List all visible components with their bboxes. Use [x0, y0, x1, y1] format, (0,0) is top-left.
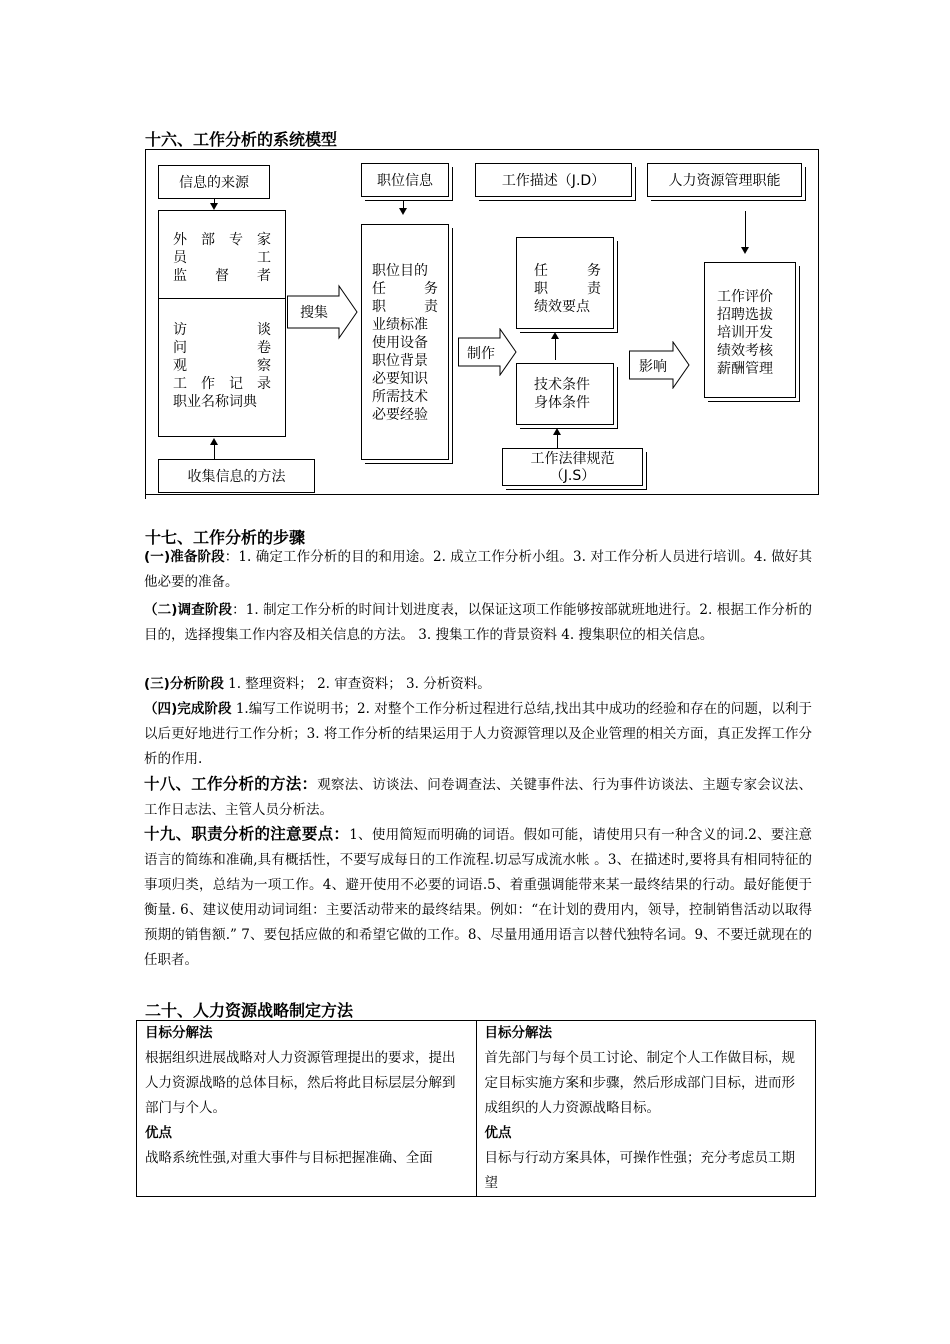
method-item: 职业名称词典 — [173, 394, 257, 410]
jd-items-list — [534, 262, 601, 316]
section-17-title: 十七、工作分析的步骤 — [145, 528, 306, 547]
arrow-down-icon — [210, 203, 218, 210]
methods-list — [173, 321, 271, 411]
sources-methods-box — [158, 210, 286, 437]
method-item: 访 谈 — [173, 322, 271, 338]
position-items-box — [361, 224, 449, 460]
step-investigation: （二)调查阶段：1. 制定工作分析的时间计划进度表，以保证这项工作能够按部就班地进行。2. 根据工作分析的目的，选择搜集工作内容及相关信息的方法。 3. 搜集工作的背景资料 4. 搜集职位的相关信息。 — [144, 602, 813, 643]
step-preparation: (一)准备阶段：1. 确定工作分析的目的和用途。2. 成立工作分析小组。3. 对工作分析人员进行培训。4. 做好其他必要的准备。 — [144, 549, 813, 590]
position-info-box: 职位信息 — [361, 163, 449, 197]
jd-item: 职 责 — [534, 281, 601, 297]
section-16-title: 十六、工作分析的系统模型 — [145, 130, 338, 149]
hr-items-box — [704, 262, 796, 398]
source-item: 监 督 者 — [173, 268, 271, 284]
section-20-title: 二十、人力资源战略制定方法 — [145, 1001, 354, 1020]
collect-methods-box: 收集信息的方法 — [158, 459, 315, 493]
make-arrow-label: 制作 — [467, 346, 495, 362]
js-items-list — [534, 376, 590, 412]
influence-arrow-label: 影响 — [639, 359, 667, 375]
position-item: 必要知识 — [372, 371, 428, 387]
info-source-box: 信息的来源 — [158, 165, 270, 199]
section-19: 十九、职责分析的注意要点：1、使用简短而明确的词语。假如可能，请使用只有一种含义的词.2、要注意语言的简练和准确,具有概括性，不要写成每日的工作流程.切忌写成流水帐 。3、在描述时,要将具有相同特征的事项归类，总结为一项工作。4、避开使用不必要的词语.5、着重强调能带来某一最终结果的行动。最好能便于衡量. 6、建议使用动词词组：主要活动带来的最终结果。例如：“在计划的费用内，领导，控制销售活动以取得预期的销售额.” 7、要包括应做的和希望它做的工作。8、尽量用通用语言以替代独特名词。9、不要迁就现在的任职者。 — [144, 825, 812, 968]
position-item: 所需技术 — [372, 389, 428, 405]
js-label: 工作法律规范 — [530, 451, 615, 467]
hr-item: 绩效考核 — [717, 343, 773, 359]
jd-items-box — [516, 237, 614, 329]
method-item: 工 作 记 录 — [173, 376, 271, 392]
js-item: 身体条件 — [534, 395, 590, 411]
method-item: 问 卷 — [173, 340, 271, 356]
jd-item: 任 务 — [534, 263, 601, 279]
position-item: 业绩标准 — [372, 317, 428, 333]
position-item: 职位目的 — [372, 263, 428, 279]
position-item: 职 责 — [372, 299, 438, 315]
js-items-box — [516, 363, 614, 425]
js-item: 技术条件 — [534, 377, 590, 393]
source-item: 外 部 专 家 — [173, 232, 271, 248]
job-specification-box — [502, 448, 643, 486]
position-item: 使用设备 — [372, 335, 428, 351]
table-cell-left: 目标分解法 根据组织进展战略对人力资源管理提出的要求，提出人力资源战略的总体目标，然后将此目标层层分解到部门与个人。 优点 战略系统性强,对重大事件与目标把握准确、全面 — [137, 1021, 477, 1197]
js-abbr: （J.S） — [549, 468, 596, 484]
position-item: 必要经验 — [372, 407, 428, 423]
section-19-title: 十九、职责分析的注意要点： — [144, 825, 350, 843]
job-description-box: 工作描述（J.D） — [475, 163, 632, 197]
hr-items-list — [717, 288, 773, 378]
jd-item: 绩效要点 — [534, 299, 590, 315]
sources-list — [173, 231, 271, 285]
step-analysis: (三)分析阶段 1. 整理资料； 2. 审查资料； 3. 分析资料。 — [144, 676, 491, 692]
hr-item: 薪酬管理 — [717, 361, 773, 377]
hr-functions-box: 人力资源管理职能 — [647, 163, 802, 197]
method-item: 观 察 — [173, 358, 271, 374]
position-items-list — [372, 262, 438, 424]
table-cell-right: 目标分解法 首先部门与每个员工讨论、制定个人工作做目标，规定目标实施方案和步骤，然后形成部门目标，进而形成组织的人力资源战略目标。 优点 目标与行动方案具体，可操作性强；充分考虑员工期望 — [476, 1021, 816, 1197]
position-item: 职位背景 — [372, 353, 428, 369]
section-18-title: 十八、工作分析的方法： — [144, 775, 318, 793]
hr-item: 培训开发 — [717, 325, 773, 341]
collect-arrow-label: 搜集 — [300, 305, 328, 321]
arrow-down-icon — [399, 208, 407, 215]
strategy-methods-table — [136, 1020, 816, 1197]
hr-item: 招聘选拔 — [717, 307, 773, 323]
hr-item: 工作评价 — [717, 289, 773, 305]
section-18: 十八、工作分析的方法：观察法、访谈法、问卷调查法、关键事件法、行为事件访谈法、主题专家会议法、工作日志法、主管人员分析法。 — [144, 775, 812, 818]
step-completion: （四)完成阶段 1.编写工作说明书；2. 对整个工作分析过程进行总结,找出其中成功的经验和存在的问题，以利于以后更好地进行工作分析；3. 将工作分析的结果运用于人力资源管理以及企业管理的相关方面，真正发挥工作分析的作用. — [144, 701, 812, 767]
arrow-down-icon — [741, 247, 749, 254]
source-item: 员 工 — [173, 250, 271, 266]
position-item: 任 务 — [372, 281, 438, 297]
table-row — [137, 1021, 816, 1197]
